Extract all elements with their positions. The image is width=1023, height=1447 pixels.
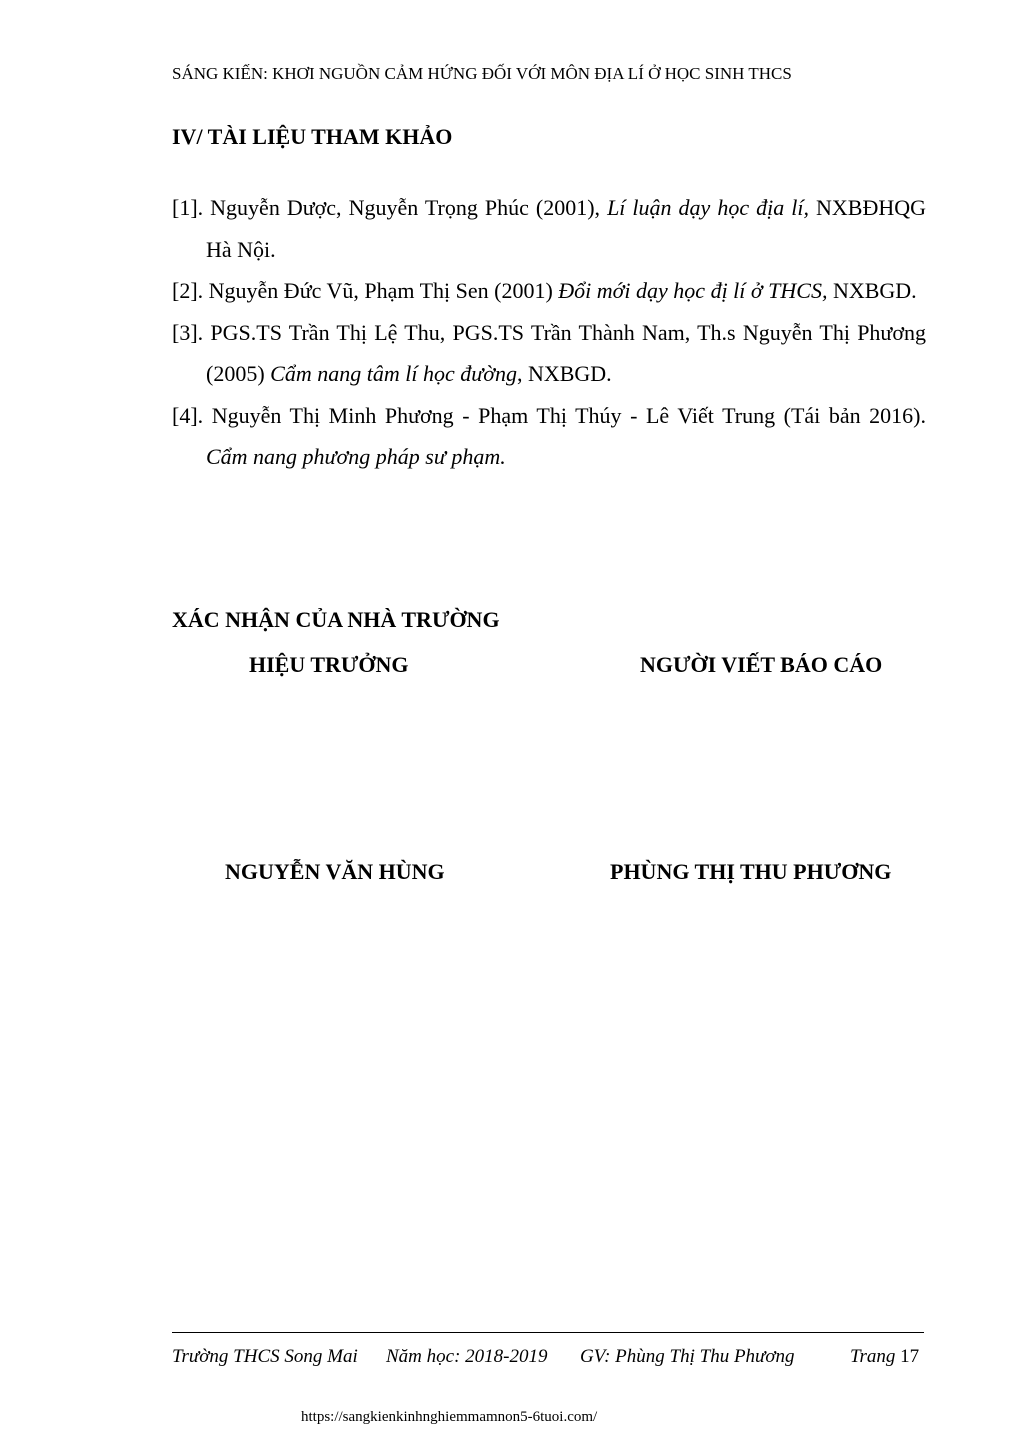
footer-page bbox=[850, 1346, 919, 1368]
page-label: Trang bbox=[850, 1346, 896, 1367]
reference-publisher: NXBGD. bbox=[827, 278, 917, 303]
reference-list bbox=[172, 187, 926, 478]
reference-item-3 bbox=[172, 312, 926, 395]
footer-school: Trường THCS Song Mai bbox=[172, 1346, 358, 1367]
author-role: NGƯỜI VIẾT BÁO CÁO bbox=[640, 652, 883, 677]
reference-authors: [1]. Nguyễn Dược, Nguyễn Trọng Phúc (2001), bbox=[172, 195, 608, 220]
reference-title: Lí luận dạy học địa lí, bbox=[607, 195, 809, 220]
reference-item-1 bbox=[172, 187, 926, 270]
reference-item-4 bbox=[172, 395, 926, 478]
section-title: IV/ TÀI LIỆU THAM KHẢO bbox=[172, 124, 453, 149]
running-header: SÁNG KIẾN: KHƠI NGUỒN CẢM HỨNG ĐỐI VỚI MÔN ĐỊA LÍ Ở HỌC SINH THCS bbox=[172, 64, 792, 83]
footer-school-year: Năm học: 2018-2019 bbox=[386, 1346, 548, 1367]
principal-name: NGUYỄN VĂN HÙNG bbox=[225, 859, 445, 884]
reference-authors: [3]. PGS.TS Trần Thị Lệ Thu, PGS.TS Trần Thành Nam, Th.s Nguyễn Thị Phương (2005) bbox=[172, 319, 926, 386]
principal-role: HIỆU TRƯỞNG bbox=[249, 652, 409, 677]
source-url[interactable]: https://sangkienkinhnghiemmamnon5-6tuoi.com/ bbox=[301, 1409, 598, 1425]
school-confirmation-heading: XÁC NHẬN CỦA NHÀ TRƯỜNG bbox=[172, 607, 500, 632]
reference-authors: [2]. Nguyễn Đức Vũ, Phạm Thị Sen (2001) bbox=[172, 278, 559, 303]
reference-title: Đổi mới dạy học đị lí ở THCS, bbox=[558, 278, 828, 303]
reference-publisher: NXBĐHQG Hà Nội. bbox=[206, 195, 927, 262]
reference-title: Cẩm nang phương pháp sư phạm. bbox=[206, 444, 506, 469]
page-number: 17 bbox=[900, 1346, 920, 1367]
author-name: PHÙNG THỊ THU PHƯƠNG bbox=[610, 859, 892, 884]
reference-item-2 bbox=[172, 270, 926, 312]
reference-publisher: , NXBGD. bbox=[516, 361, 612, 386]
footer-divider bbox=[172, 1332, 924, 1333]
reference-title: Cẩm nang tâm lí học đường bbox=[270, 361, 517, 386]
reference-authors: [4]. Nguyễn Thị Minh Phương - Phạm Thị Thúy - Lê Viết Trung (Tái bản 2016). bbox=[172, 402, 926, 428]
footer-teacher: GV: Phùng Thị Thu Phương bbox=[580, 1346, 795, 1367]
